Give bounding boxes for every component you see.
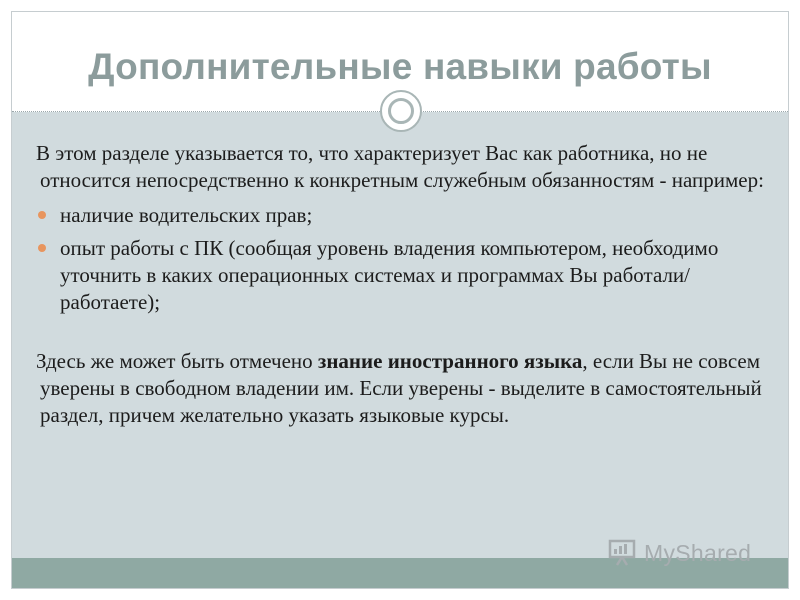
bullet-dot-icon	[38, 244, 46, 252]
closing-paragraph	[36, 348, 766, 429]
list-item	[36, 235, 766, 316]
slide-title: Дополнительные навыки работы	[88, 46, 712, 87]
closing-text-end: , если Вы не совсем уверены в свободном владении им. Если уверены - выделите в самостоятельный раздел, причем желательно указать языковые курсы.	[40, 349, 762, 427]
list-item	[36, 202, 766, 229]
circle-ornament-icon	[380, 90, 422, 132]
watermark-text: MyShared	[644, 540, 752, 566]
bullet-list	[36, 202, 766, 316]
closing-text-start: Здесь же может быть отмечено	[36, 349, 318, 373]
presentation-board-icon	[608, 538, 636, 566]
bullet-text: наличие водительских прав;	[60, 203, 313, 227]
bullet-text: опыт работы с ПК (сообщая уровень владения компьютером, необходимо уточнить в каких операционных системах и программах Вы работали/работаете);	[60, 236, 719, 314]
bullet-dot-icon	[38, 211, 46, 219]
intro-paragraph: В этом разделе указывается то, что характеризует Вас как работника, но не относится непосредственно к конкретным служебным обязанностям - например:	[36, 141, 764, 192]
closing-text-bold: знание иностранного языка	[317, 349, 583, 373]
circle-ornament-inner	[388, 98, 414, 124]
slide-body	[36, 140, 766, 429]
watermark	[606, 536, 776, 570]
